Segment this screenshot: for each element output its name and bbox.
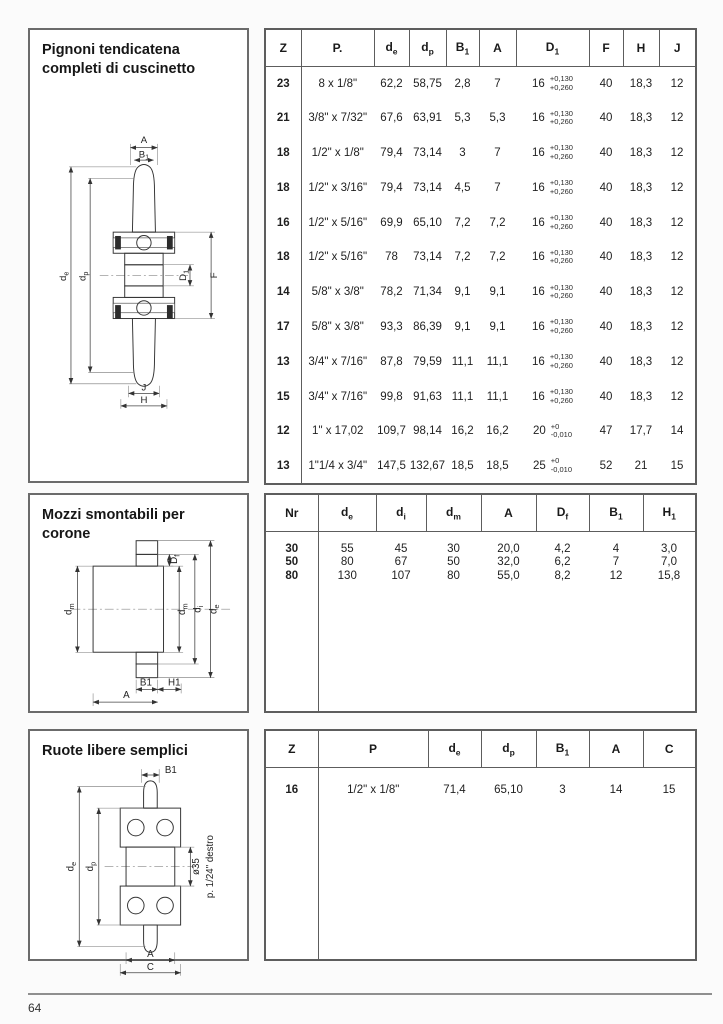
dim-label-dm-left: $d_m$ [63, 603, 77, 615]
column-header: P [318, 730, 428, 767]
dim-label-h: H [140, 395, 148, 407]
table-cell: 4,2 [554, 542, 571, 555]
table-cell: 7 [494, 181, 501, 194]
table-cell: 16 +0,130 +0,260 [532, 282, 573, 301]
table-cell: 78,2 [380, 286, 403, 299]
table-cell: 12 [670, 320, 684, 333]
column-header: F [589, 29, 623, 66]
table-cell: 18,3 [629, 216, 653, 229]
table-filler-cell [318, 583, 696, 713]
table-row [265, 136, 696, 171]
column-header: H [623, 29, 659, 66]
table-cell: 58,75 [413, 77, 442, 90]
table-cell: 63,91 [413, 112, 442, 125]
column-header: $B_1$ [536, 730, 589, 767]
table-cell: 3/4" x 7/16" [308, 390, 368, 403]
dim-label-bore: ø35 [191, 858, 203, 875]
column-header: $D_1$ [516, 29, 589, 66]
column-header: $H_1$ [643, 494, 696, 531]
table-cell: 109,7 [377, 425, 406, 438]
table-cell: 1/2" x 5/16" [308, 216, 368, 229]
mozzi-technical-drawing [44, 527, 240, 708]
table-cell: 13 [265, 449, 301, 484]
table-cell: 18,3 [629, 181, 653, 194]
panel-mozzi-smontabili [28, 493, 249, 713]
table-cell: 18,3 [629, 251, 653, 264]
table-cell: 14 [265, 275, 301, 310]
table-cell: 40 [599, 286, 613, 299]
panel-ruote-libere [28, 729, 249, 973]
table-cell: 5/8" x 3/8" [311, 320, 364, 333]
table-cell: 12 [670, 251, 684, 264]
table-cell: 87,8 [380, 355, 403, 368]
table-cell: 130 [337, 569, 357, 582]
dim-label-f: F [208, 272, 220, 279]
table-cell: 7,0 [661, 555, 677, 568]
mozzi-table-wrap [264, 493, 697, 713]
table-row [265, 414, 696, 449]
table-cell: 18,3 [629, 77, 653, 90]
table-cell: 8,2 [554, 569, 571, 582]
table-cell: 13 [265, 344, 301, 379]
table-cell: 12 [670, 181, 684, 194]
table-row [265, 101, 696, 136]
pignoni-technical-drawing [46, 130, 238, 413]
mozzi-spec-table [264, 493, 697, 713]
table-cell: 16 +0,130 +0,260 [532, 108, 573, 127]
table-cell: 107 [391, 569, 411, 582]
column-header: $d_p$ [409, 29, 446, 66]
table-cell: 15,8 [657, 569, 681, 582]
table-cell: 93,3 [380, 320, 403, 333]
column-header: Z [265, 29, 301, 66]
table-cell: 73,14 [413, 251, 442, 264]
table-cell: 16,2 [451, 425, 474, 438]
section-title-ruote: Ruote libere semplici [42, 743, 188, 759]
table-cell: 50 [265, 555, 318, 569]
table-cell: 7 [494, 146, 501, 159]
table-cell: 16 +0,130 +0,260 [532, 387, 573, 405]
table-cell: 25 +0 -0,010 [532, 456, 573, 474]
table-cell: 40 [599, 146, 613, 159]
table-cell: 18,5 [486, 459, 509, 472]
footer-rule [28, 993, 712, 995]
table-cell: 80 [447, 569, 460, 582]
table-cell: 16 +0,130 +0,260 [532, 74, 573, 92]
table-cell: 20 +0 -0,010 [532, 421, 573, 440]
ruote-spec-table [264, 729, 697, 961]
table-cell: 65,10 [413, 216, 442, 229]
dim-label-pitch: p. 1/24" destro [204, 835, 216, 899]
pignoni-table-wrap [264, 28, 697, 485]
table-cell: 1/2" x 3/16" [308, 181, 368, 194]
column-header: $d_e$ [428, 730, 481, 767]
dim-label-a: A [147, 949, 154, 961]
table-cell: 11,1 [451, 390, 474, 403]
table-cell: 98,14 [413, 425, 442, 438]
table-cell: 52 [599, 459, 613, 472]
table-cell: 79,4 [380, 181, 403, 194]
table-cell: 12 [265, 414, 301, 449]
table-cell: 9,1 [489, 286, 506, 299]
column-header: A [481, 494, 536, 531]
table-cell: 6,2 [554, 555, 571, 568]
table-cell: 91,63 [413, 390, 442, 403]
table-cell: 16 [265, 767, 318, 813]
dim-label-de: $d_e$ [65, 861, 78, 872]
table-cell: 12 [609, 569, 623, 582]
column-header: A [479, 29, 516, 66]
table-cell: 7,2 [454, 251, 471, 264]
table-cell: 12 [670, 216, 684, 229]
table-cell: 40 [599, 181, 613, 194]
table-row [265, 555, 696, 569]
table-cell: 1/2" x 5/16" [308, 251, 368, 264]
table-cell: 7,2 [489, 251, 506, 264]
table-cell: 12 [670, 286, 684, 299]
column-header: A [589, 730, 643, 767]
table-cell: 30 [265, 531, 318, 555]
table-cell: 7,2 [489, 216, 506, 229]
table-cell: 40 [599, 355, 613, 368]
table-cell: 40 [599, 390, 613, 403]
table-cell: 1/2" x 1/8" [347, 784, 400, 797]
table-cell: 16 +0,130 +0,260 [532, 143, 573, 161]
table-cell: 3/4" x 7/16" [308, 355, 368, 368]
table-cell: 55,0 [497, 569, 520, 582]
table-cell: 14 [670, 425, 684, 438]
column-header: $B_1$ [589, 494, 643, 531]
table-cell: 62,2 [380, 77, 403, 90]
table-cell: 17,7 [629, 425, 653, 438]
dim-label-df: $D_f$ [169, 554, 182, 564]
table-cell: 11,1 [486, 390, 509, 403]
dim-label-b1: B1 [164, 765, 177, 777]
table-filler-cell [265, 583, 318, 713]
table-cell: 12 [670, 390, 684, 403]
table-cell: 12 [670, 355, 684, 368]
table-cell: 15 [662, 784, 676, 797]
table-cell: 5,3 [454, 112, 471, 125]
table-cell: 18,3 [629, 355, 653, 368]
table-cell: 18,3 [629, 390, 653, 403]
dim-label-b1: B1 [139, 677, 152, 689]
dim-label-d1: $D_1$ [178, 269, 191, 281]
section-title-pignoni: Pignoni tendicatena completi di cuscinetto [42, 42, 196, 77]
panel-pignoni-tendicatena [28, 28, 249, 483]
table-cell: 20,0 [497, 542, 520, 555]
dim-label-dm-right: $d_m$ [177, 603, 190, 615]
column-header: $d_p$ [481, 730, 536, 767]
table-row [265, 170, 696, 205]
dim-label-di: $d_i$ [192, 605, 206, 613]
column-header: Nr [265, 494, 318, 531]
table-row [265, 531, 696, 555]
table-cell: 5,3 [489, 112, 506, 125]
table-cell: 18,3 [629, 112, 653, 125]
table-cell: 18,3 [629, 146, 653, 159]
table-cell: 18 [265, 136, 301, 171]
table-cell: 16 [265, 205, 301, 240]
table-cell: 23 [265, 66, 301, 101]
column-header: $d_e$ [318, 494, 376, 531]
table-cell: 8 x 1/8" [318, 77, 358, 90]
table-cell: 30 [447, 542, 460, 555]
dim-label-j: J [141, 382, 147, 394]
column-header: $d_m$ [426, 494, 481, 531]
table-cell: 1" x 17,02 [312, 425, 364, 438]
table-cell: 65,10 [494, 784, 523, 797]
table-cell: 9,1 [489, 320, 506, 333]
table-cell: 71,34 [413, 286, 442, 299]
column-header: Z [265, 730, 318, 767]
dim-label-h1: H1 [168, 677, 181, 689]
table-cell: 12 [670, 146, 684, 159]
table-row [265, 205, 696, 240]
table-cell: 16,2 [486, 425, 509, 438]
dim-label-c: C [146, 961, 154, 973]
table-cell: 86,39 [413, 320, 442, 333]
column-header: $d_i$ [376, 494, 426, 531]
table-filler-cell [265, 813, 318, 960]
table-cell: 40 [599, 112, 613, 125]
table-cell: 147,5 [377, 459, 406, 472]
table-row [265, 66, 696, 101]
table-cell: 50 [447, 555, 460, 568]
table-cell: 3/8" x 7/32" [308, 112, 368, 125]
table-row [265, 767, 696, 813]
table-cell: 18,3 [629, 286, 653, 299]
table-row [265, 275, 696, 310]
ruote-technical-drawing [52, 761, 242, 978]
table-cell: 21 [265, 101, 301, 136]
dim-label-b1: $B_1$ [138, 149, 150, 162]
table-cell: 16 +0,130 +0,260 [532, 352, 573, 370]
page-number: 64 [28, 1001, 42, 1015]
table-cell: 40 [599, 251, 613, 264]
table-cell: 16 +0,130 +0,260 [532, 178, 573, 196]
table-cell: 99,8 [380, 390, 403, 403]
table-cell: 18,3 [629, 320, 653, 333]
table-row [265, 569, 696, 583]
column-header: $D_f$ [536, 494, 589, 531]
dim-label-dp: $d_p$ [77, 271, 90, 281]
table-cell: 3 [559, 784, 566, 797]
table-cell: 12 [670, 77, 684, 90]
column-header: J [659, 29, 696, 66]
table-cell: 7 [612, 555, 620, 568]
column-header: C [643, 730, 696, 767]
dim-label-de: $d_e$ [58, 271, 71, 281]
section-title-mozzi: Mozzi smontabili per corone [42, 507, 185, 542]
table-cell: 80 [265, 569, 318, 583]
table-cell: 67 [394, 555, 408, 568]
column-header: $d_e$ [374, 29, 409, 66]
table-cell: 9,1 [454, 320, 471, 333]
table-cell: 79,4 [380, 146, 403, 159]
table-cell: 16 +0,130 +0,260 [532, 213, 573, 231]
table-cell: 15 [670, 459, 684, 472]
table-cell: 71,4 [443, 784, 466, 797]
table-cell: 73,14 [413, 146, 442, 159]
table-cell: 18 [265, 240, 301, 275]
table-cell: 73,14 [413, 181, 442, 194]
table-cell: 15 [265, 379, 301, 414]
ruote-table-wrap [264, 729, 697, 961]
pignoni-spec-table [264, 28, 697, 485]
table-cell: 7,2 [454, 216, 471, 229]
table-cell: 21 [634, 459, 648, 472]
table-cell: 18,5 [451, 459, 474, 472]
table-cell: 12 [670, 112, 684, 125]
table-cell: 2,8 [454, 77, 471, 90]
dim-label-dp: $d_p$ [84, 861, 98, 872]
table-filler-row [265, 583, 696, 713]
table-cell: 1/2" x 1/8" [311, 146, 364, 159]
dim-label-a: A [123, 690, 130, 702]
table-cell: 5/8" x 3/8" [311, 286, 364, 299]
table-cell: 79,59 [413, 355, 442, 368]
table-cell: 4 [612, 542, 620, 555]
table-cell: 40 [599, 320, 613, 333]
table-cell: 14 [609, 784, 623, 797]
table-cell: 45 [394, 542, 408, 555]
table-row [265, 240, 696, 275]
table-cell: 67,6 [380, 112, 403, 125]
table-cell: 40 [599, 77, 613, 90]
table-cell: 7 [494, 77, 501, 90]
table-cell: 16 +0,130 +0,260 [532, 317, 573, 335]
table-cell: 32,0 [497, 555, 520, 568]
table-row [265, 449, 696, 484]
table-filler-cell [318, 813, 696, 960]
table-cell: 11,1 [451, 355, 474, 368]
table-cell: 47 [599, 425, 613, 438]
table-cell: 80 [340, 555, 354, 568]
dim-label-a: A [140, 134, 148, 146]
table-cell: 40 [599, 216, 613, 229]
table-cell: 132,67 [409, 459, 446, 472]
table-cell: 9,1 [454, 286, 471, 299]
table-cell: 1"1/4 x 3/4" [308, 459, 368, 472]
table-cell: 4,5 [454, 181, 471, 194]
table-cell: 11,1 [486, 355, 509, 368]
table-cell: 78 [385, 251, 398, 264]
column-header: P. [301, 29, 374, 66]
table-cell: 55 [340, 542, 354, 555]
table-row [265, 379, 696, 414]
table-filler-row [265, 813, 696, 960]
table-row [265, 344, 696, 379]
table-row [265, 310, 696, 345]
table-cell: 18 [265, 170, 301, 205]
column-header: $B_1$ [446, 29, 479, 66]
table-cell: 3 [459, 146, 466, 159]
table-cell: 17 [265, 310, 301, 345]
table-cell: 16 +0,130 +0,260 [532, 247, 573, 266]
dim-label-de: $d_e$ [208, 604, 221, 614]
table-cell: 3,0 [661, 542, 677, 555]
table-cell: 69,9 [380, 216, 403, 229]
